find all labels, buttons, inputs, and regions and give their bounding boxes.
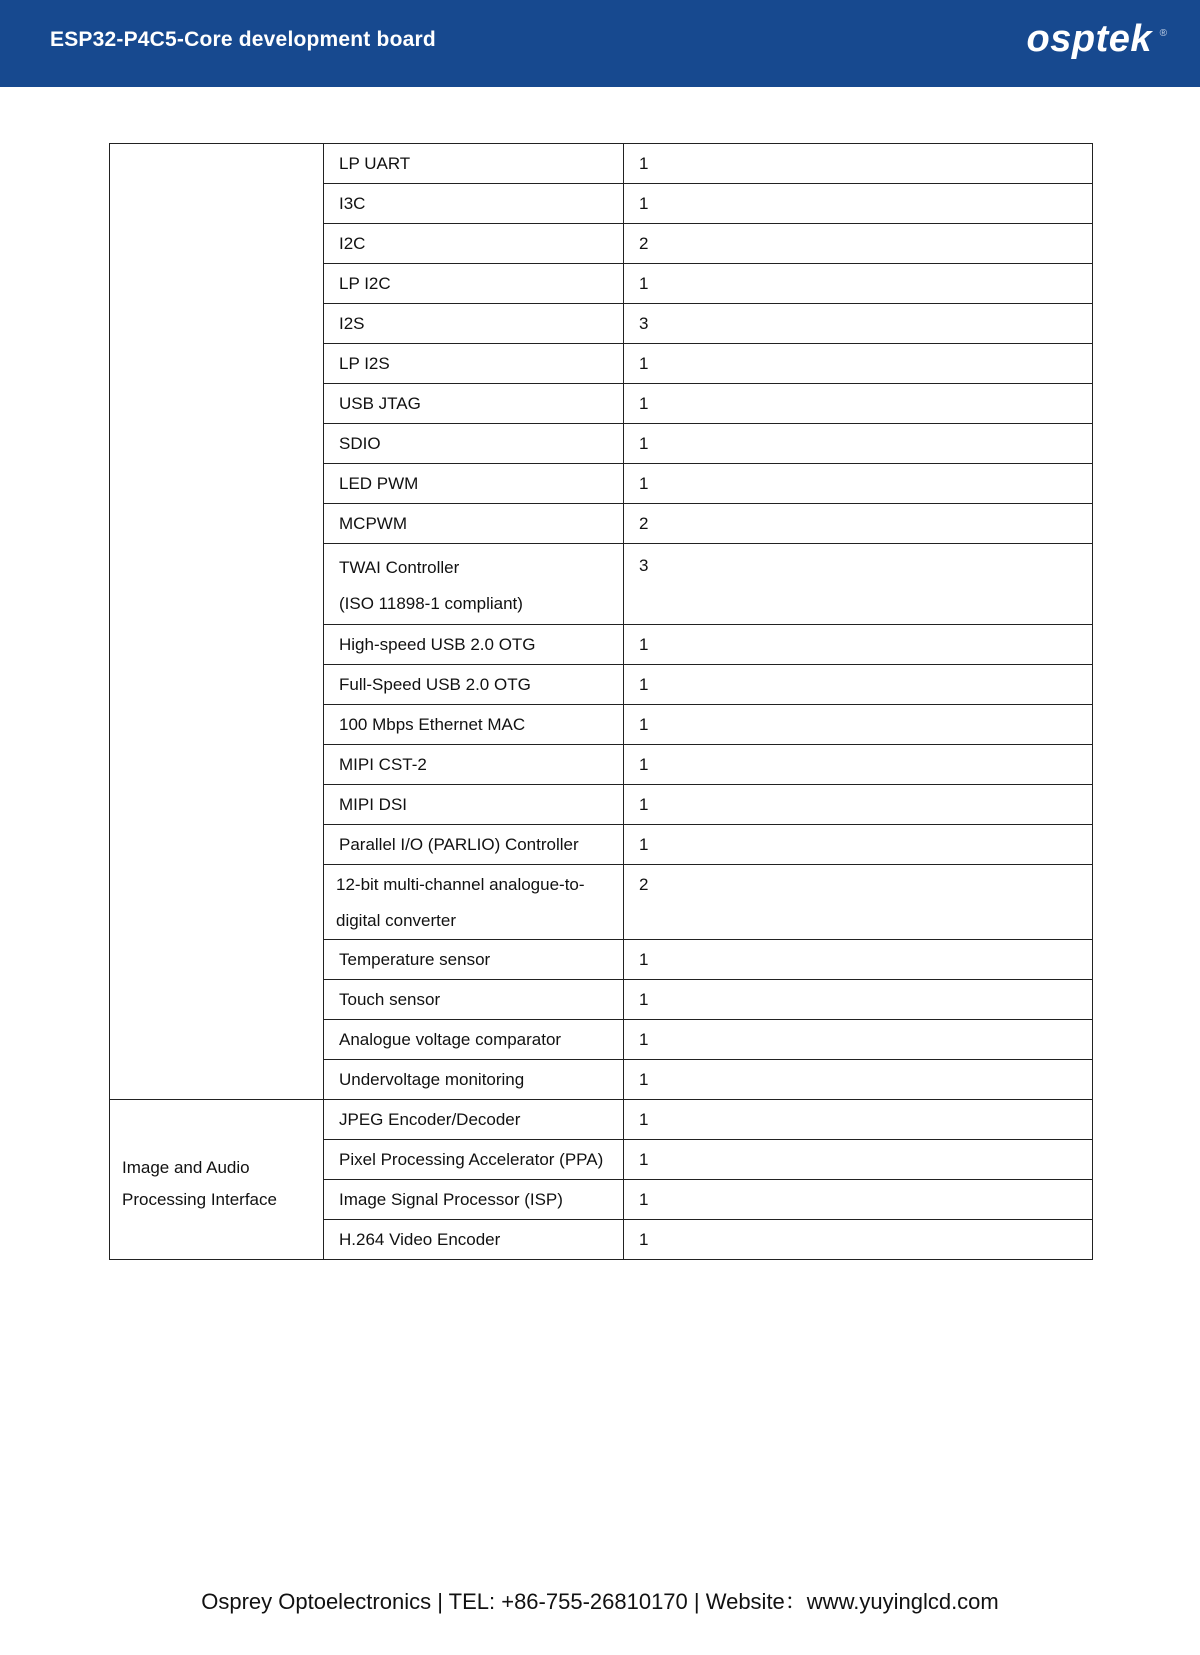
feature-cell	[324, 544, 624, 625]
count-cell: 3	[624, 304, 1093, 344]
feature-cell: MCPWM	[324, 504, 624, 544]
count-cell: 1	[624, 785, 1093, 825]
feature-cell: LP UART	[324, 144, 624, 184]
count-cell: 1	[624, 745, 1093, 785]
count-cell: 1	[624, 625, 1093, 665]
count-cell: 1	[624, 424, 1093, 464]
category-cell-image-audio	[110, 1100, 324, 1260]
feature-cell: USB JTAG	[324, 384, 624, 424]
count-cell: 1	[624, 1140, 1093, 1180]
feature-cell	[324, 865, 624, 940]
category-line: Image and Audio	[122, 1157, 250, 1177]
count-cell: 1	[624, 344, 1093, 384]
feature-cell: Parallel I/O (PARLIO) Controller	[324, 825, 624, 865]
count-cell: 1	[624, 264, 1093, 304]
peripherals-table	[109, 143, 1093, 1260]
count-cell: 1	[624, 980, 1093, 1020]
feature-cell: I2C	[324, 224, 624, 264]
count-cell: 1	[624, 464, 1093, 504]
feature-line: digital converter	[336, 911, 457, 930]
count-cell: 1	[624, 1220, 1093, 1260]
count-cell: 2	[624, 865, 1093, 940]
feature-cell: MIPI CST-2	[324, 745, 624, 785]
count-cell: 1	[624, 1060, 1093, 1100]
count-cell: 1	[624, 1100, 1093, 1140]
count-cell: 1	[624, 940, 1093, 980]
count-cell: 1	[624, 1020, 1093, 1060]
count-cell: 1	[624, 665, 1093, 705]
feature-cell: MIPI DSI	[324, 785, 624, 825]
feature-cell: JPEG Encoder/Decoder	[324, 1100, 624, 1140]
feature-cell: Analogue voltage comparator	[324, 1020, 624, 1060]
feature-cell: LP I2S	[324, 344, 624, 384]
count-cell: 1	[624, 384, 1093, 424]
count-cell: 1	[624, 184, 1093, 224]
page-footer: Osprey Optoelectronics | TEL: +86-755-26810170 | Website：www.yuyinglcd.com	[201, 1589, 999, 1614]
table-row	[110, 144, 1093, 184]
count-cell: 3	[624, 544, 1093, 625]
count-cell: 2	[624, 224, 1093, 264]
count-cell: 2	[624, 504, 1093, 544]
feature-cell: I3C	[324, 184, 624, 224]
count-cell: 1	[624, 144, 1093, 184]
feature-cell: SDIO	[324, 424, 624, 464]
osptek-logo: osptek	[1026, 18, 1152, 60]
page-header	[0, 0, 1200, 87]
feature-cell: Pixel Processing Accelerator (PPA)	[324, 1140, 624, 1180]
feature-cell: 100 Mbps Ethernet MAC	[324, 705, 624, 745]
feature-cell: Full-Speed USB 2.0 OTG	[324, 665, 624, 705]
feature-cell: LP I2C	[324, 264, 624, 304]
feature-cell: LED PWM	[324, 464, 624, 504]
table-row	[110, 1100, 1093, 1140]
registered-mark: ®	[1159, 28, 1167, 39]
category-line: Processing Interface	[122, 1189, 277, 1209]
document-title: ESP32-P4C5-Core development board	[50, 28, 436, 51]
feature-cell: Temperature sensor	[324, 940, 624, 980]
count-cell: 1	[624, 705, 1093, 745]
feature-line: 12-bit multi-channel analogue-to-	[336, 875, 585, 894]
feature-cell: High-speed USB 2.0 OTG	[324, 625, 624, 665]
feature-cell: Image Signal Processor (ISP)	[324, 1180, 624, 1220]
feature-line: TWAI Controller	[339, 558, 460, 577]
category-cell-empty	[110, 144, 324, 1100]
feature-cell: H.264 Video Encoder	[324, 1220, 624, 1260]
feature-cell: I2S	[324, 304, 624, 344]
feature-cell: Touch sensor	[324, 980, 624, 1020]
count-cell: 1	[624, 825, 1093, 865]
feature-cell: Undervoltage monitoring	[324, 1060, 624, 1100]
count-cell: 1	[624, 1180, 1093, 1220]
feature-line: (ISO 11898-1 compliant)	[339, 594, 523, 613]
